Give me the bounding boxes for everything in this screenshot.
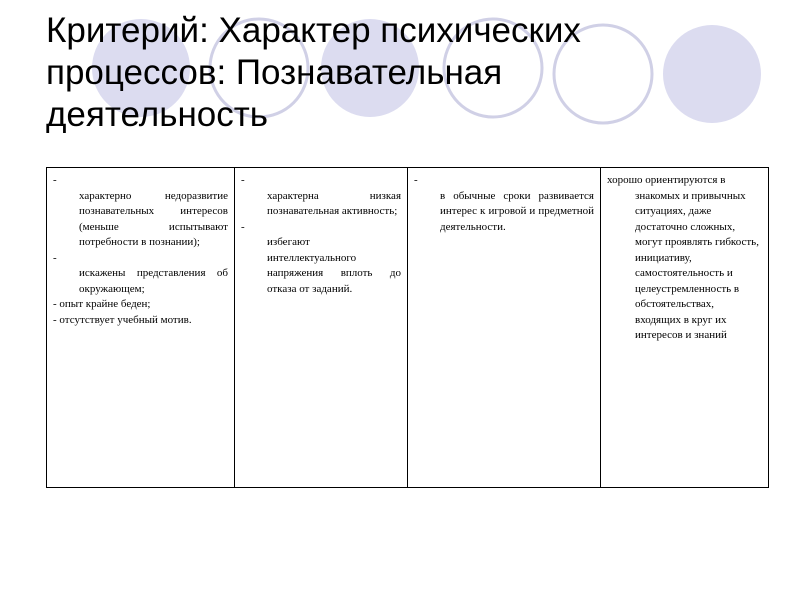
criteria-table [46, 167, 769, 488]
table-cell-col2 [235, 168, 408, 488]
list-item [241, 220, 401, 298]
list-item [53, 173, 228, 251]
bullet-dash: - [241, 220, 245, 233]
list-line: - опыт крайне беден; [53, 298, 151, 310]
list-line: - отсутствует учебный мотив. [53, 313, 192, 326]
list-item [53, 251, 228, 298]
cell-text-first-line: хорошо ориентируются в [607, 174, 726, 186]
table-row [47, 168, 769, 488]
table-cell-col3 [408, 168, 601, 488]
list-item [241, 173, 401, 220]
bullet-dash: - [241, 174, 245, 186]
list-item-text: характерна низкая познавательная активность; [267, 189, 401, 217]
table-cell-col1 [47, 168, 235, 488]
cell-text-continuation: знакомых и привычных ситуациях, даже достаточно сложных, могут проявлять гибкость, инициативу, самостоятельность и целеустремленность в обстоятельствах, входящих в круг их интересов и знаний [635, 189, 759, 341]
list-item-text: избегают интеллектуального напряжения вплоть до отказа от заданий. [267, 236, 401, 295]
table-cell-col4 [601, 168, 769, 488]
list-item-text: в обычные сроки развивается интерес к игровой и предметной деятельности. [440, 189, 594, 233]
list-item-text: искажены представления об окружающем; [79, 267, 228, 295]
bullet-dash: - [414, 174, 418, 186]
bullet-dash: - [53, 251, 57, 264]
list-item-text: характерно недоразвитие познавательных интересов (меньше испытывают потребности в познании); [79, 189, 228, 248]
list-item [414, 173, 594, 235]
slide-title: Критерий: Характер психических процессов: Познавательная деятельность [46, 11, 581, 134]
bullet-dash: - [53, 174, 57, 186]
